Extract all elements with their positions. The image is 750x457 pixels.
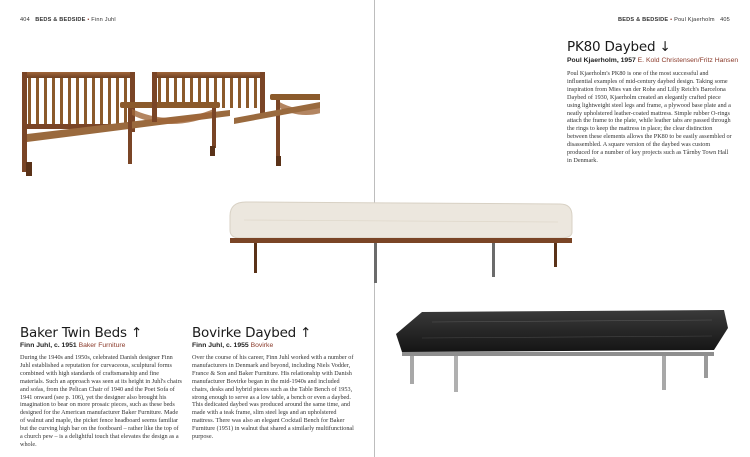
section-right: BEDS & BEDSIDE [618, 17, 669, 23]
designer-left: Finn Juhl [91, 17, 116, 23]
bovirke-daybed-title: Bovirke Daybed ↑ [192, 325, 312, 341]
baker-twin-beds-image [20, 62, 320, 182]
running-head-left: 404 BEDS & BEDSIDE • Finn Juhl [20, 17, 116, 23]
bovirke-daybed-description: Over the course of his career, Finn Juhl worked with a number of manufacturers in Denmark and beyond, including Niels Vodder, France & Son and Baker Furniture. His relationship with Danish manufacturer Bovirke began in the mid-1940s and included chairs, desks and hybrid pieces such as the Table Bench of 1953, strong enough to serve as a low table, a bench or even a daybed. This dedicated daybed was produced around the same time, and made with a teak frame, slim steel legs and an upholstered mattress. There was also an elegant Cocktail Bench for Baker Furniture (1951) in walnut that shared a similarly multifunctional purpose. [192, 354, 354, 441]
bovirke-daybed-byline: Finn Juhl, c. 1955 Bovirke [192, 342, 274, 349]
running-head-right: BEDS & BEDSIDE • Poul Kjaerholm 405 [618, 17, 730, 23]
pk80-byline: Poul Kjaerholm, 1957 E. Kold Christensen/Fritz Hansen [567, 57, 739, 64]
baker-twin-beds-byline: Finn Juhl, c. 1951 Baker Furniture [20, 342, 126, 349]
pk80-description: Poul Kjaerholm's PK80 is one of the most successful and influential examples of mid-century daybed design. Taking some inspiration from Mies van der Rohe and Lilly Reich's Barcelona Daybed of 1930, Kjaerholm created an elegantly crafted piece using lightweight steel legs and frame, a plywood base plate and a neatly upholstered leather-coated mattress. Simple rubber O-rings attach the frame to the plate, while leather tabs are passed through the rings to keep the mattress in place; the clear distinction between these elements allows the PK80 to be easily assembled or disassembled. A square version of the daybed was custom produced for a number of key projects such as Tårnby Town Hall in Denmark. [567, 70, 732, 164]
baker-twin-beds-description: During the 1940s and 1950s, celebrated Danish designer Finn Juhl established a reputation for curvaceous, sculptural forms combined with high standards of craftsmanship and fine materials. Such an approach was seen at its height in Juhl's chairs and sofas, from the Pelican Chair of 1940 and the Poet Sofa of 1941 onward (see p. 106), yet the designer also brought his imagination to bear on more prosaic pieces, such as these beds designed for the American manufacturer Baker Furniture. Made of walnut and maple, the picket fence headboard seems familiar but the curving high bar on the footboard – rather like the top of a church pew – is a delightful touch that elevates the design as a whole. [20, 354, 182, 448]
arrow-up-icon: ↑ [130, 325, 143, 341]
pk80-daybed-image [392, 302, 730, 396]
folio-right: 405 [720, 17, 730, 23]
arrow-down-icon: ↓ [659, 39, 671, 55]
arrow-up-icon: ↑ [300, 325, 312, 341]
section-left: BEDS & BEDSIDE [35, 17, 86, 23]
pk80-title: PK80 Daybed ↓ [567, 39, 671, 55]
bovirke-daybed-image [224, 196, 576, 288]
baker-twin-beds-title: Baker Twin Beds ↑ [20, 325, 143, 341]
designer-right: Poul Kjaerholm [674, 17, 715, 23]
folio-left: 404 [20, 17, 30, 23]
